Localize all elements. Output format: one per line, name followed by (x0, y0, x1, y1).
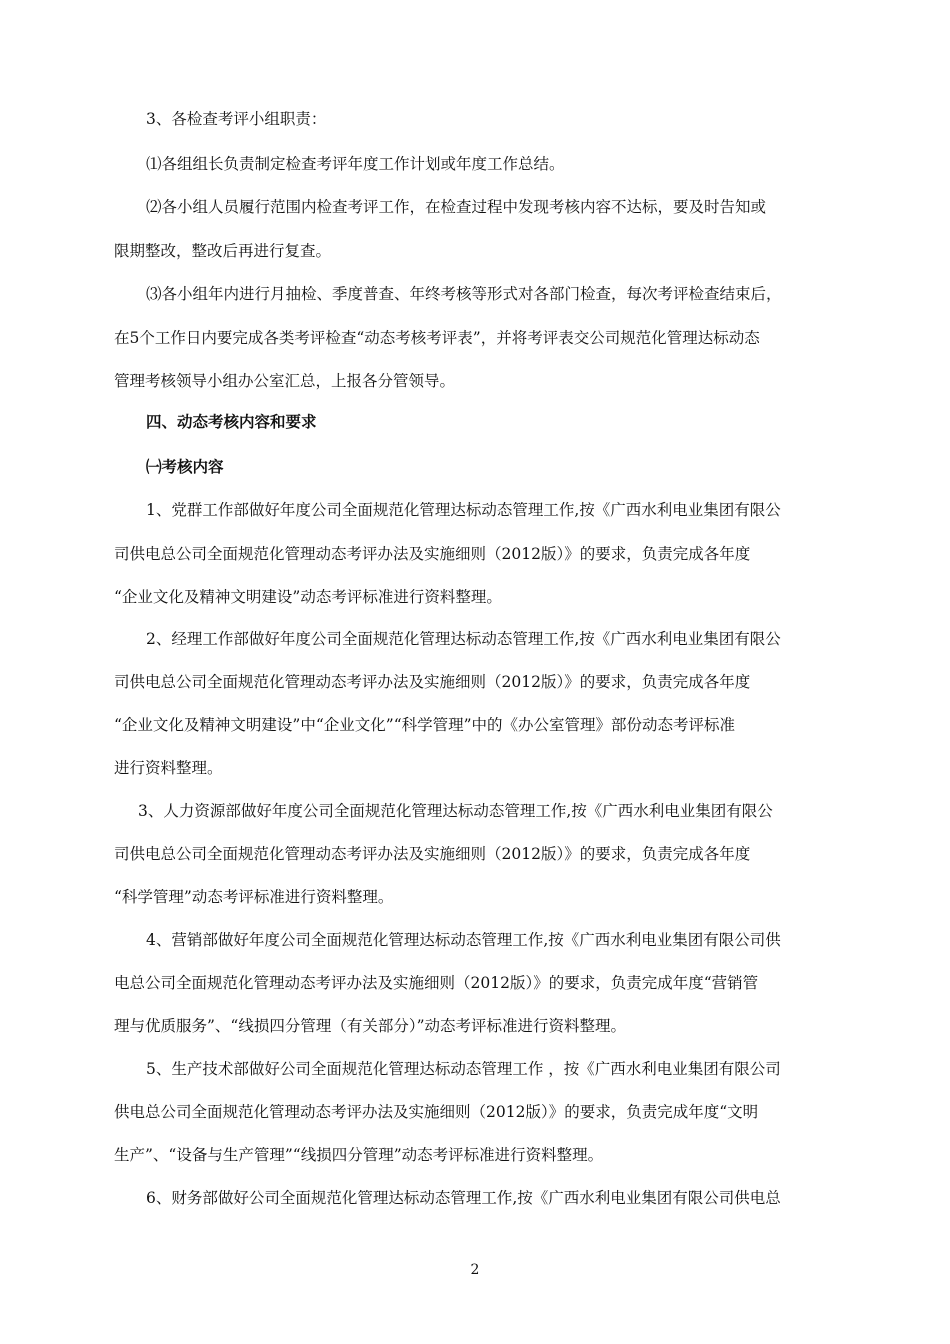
item3-line-0: 3、人力资源部做好年度公司全面规范化管理达标动态管理工作,按《广西水利电业集团有限公 (138, 802, 773, 820)
p3-line-0: ⑶各小组年内进行月抽检、季度普查、年终考核等形式对各部门检查，每次考评检查结束后， (146, 285, 782, 303)
p1-line-0: ⑴各组组长负责制定检查考评年度工作计划或年度工作总结。 (146, 155, 565, 173)
section-heading: 四、动态考核内容和要求 (146, 412, 317, 431)
item3-line-2: “科学管理”动态考评标准进行资料整理。 (114, 888, 394, 906)
item4-line-2: 理与优质服务”、“线损四分管理（有关部分）”动态考评标准进行资料整理。 (114, 1017, 627, 1035)
item4-line-0: 4、营销部做好年度公司全面规范化管理达标动态管理工作,按《广西水利电业集团有限公司供 (146, 931, 781, 949)
p0-line-0: 3、各检查考评小组职责： (146, 110, 327, 128)
p2-line-1: 限期整改，整改后再进行复查。 (114, 242, 332, 260)
item2-line-3: 进行资料整理。 (114, 759, 223, 777)
item5-line-2: 生产”、“设备与生产管理”“线损四分管理”动态考评标准进行资料整理。 (114, 1146, 604, 1164)
item4-line-1: 电总公司全面规范化管理动态考评办法及实施细则（2012版）》的要求，负责完成年度“营销管 (114, 974, 759, 992)
item1-line-1: 司供电总公司全面规范化管理动态考评办法及实施细则（2012版）》的要求，负责完成各年度 (114, 545, 751, 563)
item3-line-1: 司供电总公司全面规范化管理动态考评办法及实施细则（2012版）》的要求，负责完成各年度 (114, 845, 751, 863)
item1-line-2: “企业文化及精神文明建设”动态考评标准进行资料整理。 (114, 588, 502, 606)
subsection-heading: ㈠考核内容 (146, 457, 224, 476)
item2-line-2: “企业文化及精神文明建设”中“企业文化”“科学管理”中的《办公室管理》部份动态考评标准 (114, 716, 736, 734)
item6-line-0: 6、财务部做好公司全面规范化管理达标动态管理工作,按《广西水利电业集团有限公司供电总 (146, 1189, 781, 1207)
p2-line-0: ⑵各小组人员履行范围内检查考评工作，在检查过程中发现考核内容不达标，要及时告知或 (146, 198, 767, 216)
item2-line-0: 2、经理工作部做好年度公司全面规范化管理达标动态管理工作,按《广西水利电业集团有限公 (146, 630, 781, 648)
item2-line-1: 司供电总公司全面规范化管理动态考评办法及实施细则（2012版）》的要求，负责完成各年度 (114, 673, 751, 691)
p3-line-2: 管理考核领导小组办公室汇总，上报各分管领导。 (114, 372, 456, 390)
item5-line-1: 供电总公司全面规范化管理动态考评办法及实施细则（2012版）》的要求，负责完成年度“文明 (114, 1103, 759, 1121)
item1-line-0: 1、党群工作部做好年度公司全面规范化管理达标动态管理工作,按《广西水利电业集团有限公 (146, 501, 781, 519)
page-number: 2 (470, 1262, 480, 1278)
p3-line-1: 在5个工作日内要完成各类考评检查“动态考核考评表”，并将考评表交公司规范化管理达标动态 (114, 329, 760, 347)
item5-line-0: 5、生产技术部做好公司全面规范化管理达标动态管理工作 ，按《广西水利电业集团有限公司 (146, 1060, 781, 1078)
